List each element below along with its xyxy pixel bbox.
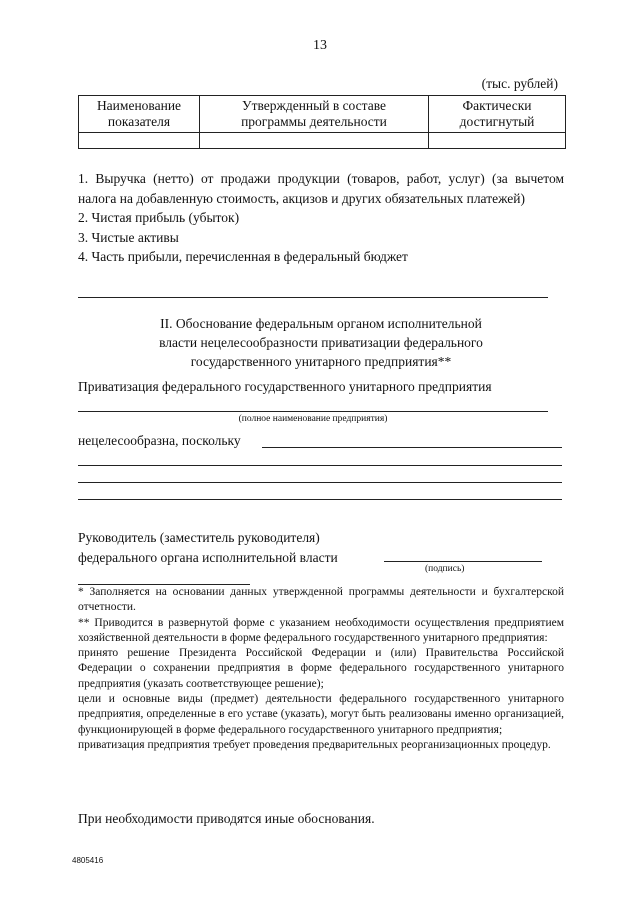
section-title: II. Обоснование федеральным органом исполнительной власти нецелесообразности приватизации федерального государственного унитарного предприятия** <box>159 316 483 369</box>
table-row <box>79 133 566 149</box>
indicator-list <box>78 169 564 267</box>
units-label: (тыс. рублей) <box>481 76 558 91</box>
head-signature-block: Руководитель (заместитель руководителя) федерального органа исполнительной власти <box>78 530 338 565</box>
reason-line <box>78 465 562 466</box>
header-indicator-name: Наименование показателя <box>79 96 200 133</box>
footnote: принято решение Президента Российской Федерации и (или) Правительства Российской Федерации о сохранении предприятия в форме федерального государственного унитарного предприятия (указать соответствующее решение); <box>78 647 564 690</box>
table-cell <box>429 133 566 149</box>
reason-line <box>262 447 562 448</box>
inexpedient-label: нецелесообразна, поскольку <box>78 433 241 448</box>
signature-line <box>384 561 542 562</box>
indicators-table <box>78 95 566 149</box>
footnote: цели и основные виды (предмет) деятельности федерального государственного унитарного предприятия, определенные в его уставе (указать), могут быть реализованы именно организацией, функционирующей в форме федерального государственного унитарного предприятия; <box>78 693 564 736</box>
table-cell <box>79 133 200 149</box>
full-name-line <box>78 411 548 412</box>
table-header-row <box>79 96 566 133</box>
list-item: 1. Выручка (нетто) от продажи продукции (товаров, работ, услуг) (за вычетом налога на добавленную стоимость, акцизов и других обязательных платежей) <box>78 171 564 206</box>
closing-note: При необходимости приводятся иные обоснования. <box>78 811 375 826</box>
list-item: 4. Часть прибыли, перечисленная в федеральный бюджет <box>78 249 408 264</box>
reason-line <box>78 499 562 500</box>
reason-line <box>78 482 562 483</box>
table-cell <box>200 133 429 149</box>
full-name-caption: (полное наименование предприятия) <box>238 414 388 424</box>
signature-caption: (подпись) <box>425 564 465 574</box>
page-number: 13 <box>313 38 327 53</box>
list-item: 2. Чистая прибыль (убыток) <box>78 210 240 225</box>
header-planned: Утвержденный в составе программы деятельности <box>200 96 429 133</box>
footnote: ** Приводится в развернутой форме с указанием необходимости осуществления предприятием хозяйственной деятельности в форме федерального государственного унитарного предприятия: <box>78 616 564 644</box>
list-item: 3. Чистые активы <box>78 229 179 245</box>
footnotes <box>78 585 564 753</box>
footnote: приватизация предприятия требует проведения предварительных реорганизационных процедур. <box>78 738 551 751</box>
footnote: * Заполняется на основании данных утвержденной программы деятельности и бухгалтерской отчетности. <box>78 586 564 614</box>
header-actual: Фактически достигнутый <box>429 96 566 133</box>
divider <box>78 297 548 298</box>
privatization-line: Приватизация федерального государственного унитарного предприятия <box>78 379 492 394</box>
document-code: 4805416 <box>72 856 104 865</box>
